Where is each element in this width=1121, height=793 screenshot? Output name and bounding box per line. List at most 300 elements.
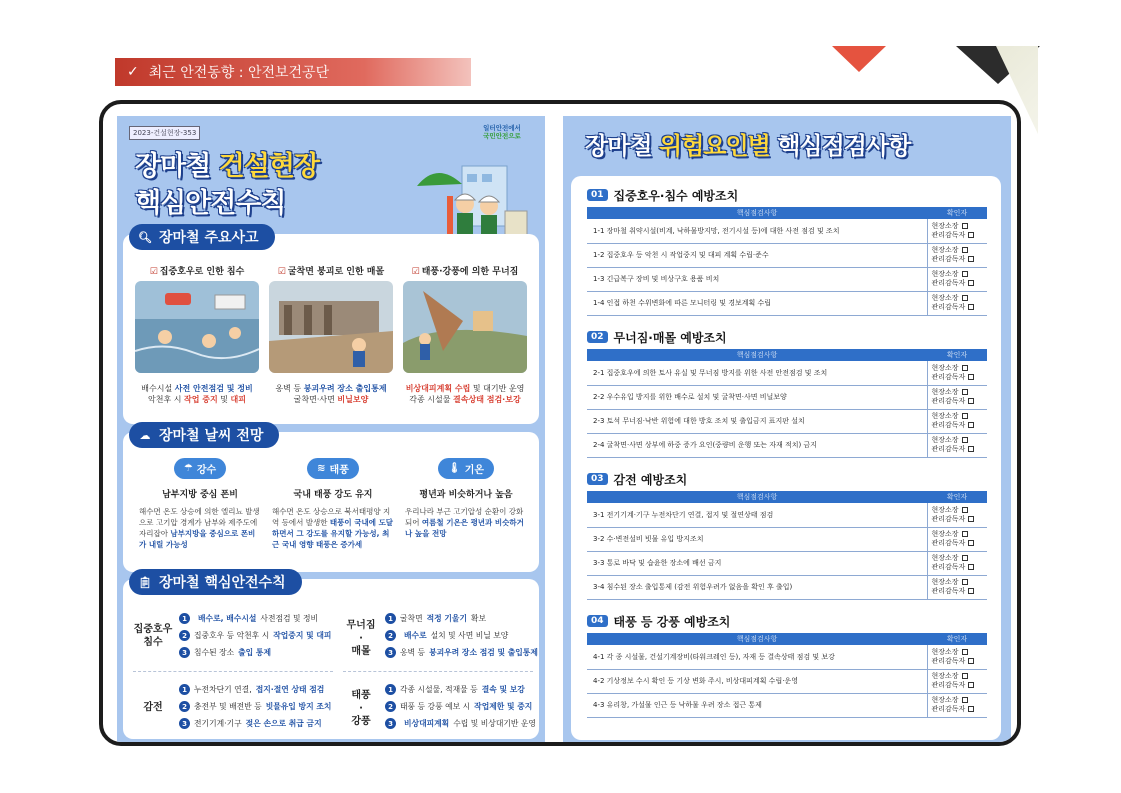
check-box[interactable] — [962, 649, 968, 655]
rule-text: 집중호우 등 악천후 시 — [194, 631, 270, 640]
check-box[interactable] — [968, 658, 974, 664]
section-number: 01 — [587, 189, 608, 201]
caption-line-2 — [133, 394, 261, 405]
accident-title-text: 집중호우로 인한 침수 — [159, 267, 245, 277]
accident-caption — [267, 383, 395, 405]
weather-subtitle: 평년과 비슷하거나 높음 — [419, 490, 513, 500]
title-part: 장마철 — [135, 151, 219, 182]
check-box[interactable] — [962, 413, 968, 419]
right-poster — [563, 116, 1011, 742]
rule-text: 사전점검 및 정비 — [260, 614, 319, 623]
table-row — [587, 267, 987, 291]
weather-pill-label: 강수 — [196, 465, 217, 476]
confirmer-cell — [927, 669, 987, 693]
check-box[interactable] — [962, 389, 968, 395]
rule-group-label — [343, 619, 379, 658]
checklist-item: 4-1 각 종 시설물, 건설기계장비(타워크레인 등), 자재 등 결속상태 점검 및 보강 — [587, 645, 927, 669]
section-banner — [115, 58, 471, 86]
rule-item — [179, 718, 326, 729]
typhoon-illustration — [403, 281, 527, 373]
rule-item — [385, 613, 486, 624]
caption-line-2 — [267, 394, 395, 405]
section-heading — [587, 612, 987, 630]
caption-text: 및 — [217, 395, 231, 404]
column-header-confirmer: 확인자 — [927, 349, 987, 361]
rule-item — [385, 701, 536, 712]
checklist-item: 2-4 굴착면·사면 상부에 하중 증가 요인(중량비 운행 또는 자재 적치) 금지 — [587, 433, 927, 457]
section-title: 태풍 등 강풍 예방조치 — [613, 614, 731, 629]
weather-pill — [438, 458, 494, 479]
confirmer-cell — [927, 433, 987, 457]
weather-text-highlight: 남부지방을 중심으로 폰비가 내릴 가능성 — [139, 529, 256, 549]
supervisor-label: 관리감독자 — [931, 279, 966, 287]
confirmer-line — [932, 515, 988, 524]
title-highlight: 건설현장 — [218, 151, 319, 182]
table-row — [587, 669, 987, 693]
weather-text-plain: 해수면 온도 상승으로 북서태평양 지역 등에서 발생한 — [272, 507, 391, 527]
checklist-title — [585, 126, 910, 161]
confirmer-cell — [927, 503, 987, 527]
caption-text: 각종 시설물 — [409, 395, 454, 404]
checkbox-icon: ☑ — [411, 267, 420, 277]
table-row — [587, 385, 987, 409]
rule-item — [385, 647, 542, 658]
rule-text: 누전차단기 연결, — [194, 685, 252, 694]
checklist-item: 1-2 집중호우 등 악천 시 작업중지 및 대피 계획 수립·준수 — [587, 243, 927, 267]
checkbox-icon: ☑ — [149, 267, 158, 277]
left-poster — [117, 116, 545, 742]
table-header-row — [587, 207, 987, 219]
table-row — [587, 551, 987, 575]
rule-label-dot: · — [359, 703, 363, 714]
check-box[interactable] — [962, 697, 968, 703]
caption-text: 배수시설 — [141, 384, 175, 393]
rule-highlight: 출입 통제 — [238, 648, 271, 657]
table-row — [587, 409, 987, 433]
rule-item — [385, 718, 536, 729]
caption-highlight: 사전 안전점검 및 정비 — [174, 384, 253, 393]
check-box[interactable] — [968, 232, 974, 238]
table-header-row — [587, 491, 987, 503]
site-manager-label: 현장소장 — [931, 647, 959, 656]
weather-heading — [129, 422, 279, 448]
rule-item — [179, 613, 318, 624]
rule-group-label — [133, 701, 173, 714]
check-box[interactable] — [962, 531, 968, 537]
checklist-item: 1-4 인접 하천 수위변화에 따른 모니터링 및 경보계획 수립 — [587, 291, 927, 315]
caption-highlight: 결속상태 점검·보강 — [453, 395, 521, 404]
rule-text: 충전부 및 배전반 등 — [194, 702, 262, 711]
check-box[interactable] — [962, 555, 968, 561]
checklist-table — [587, 207, 987, 316]
accident-title — [133, 264, 261, 277]
table-row — [587, 361, 987, 385]
supervisor-label: 관리감독자 — [931, 397, 966, 405]
confirmer-line — [932, 705, 988, 714]
caption-line-1 — [133, 383, 261, 394]
checklist-item: 2-3 토석 무너짐·낙반 위험에 대한 방호 조치 및 출입금지 표지판 설치 — [587, 409, 927, 433]
title-part: 장마철 — [585, 132, 659, 160]
column-header-confirmer: 확인자 — [927, 491, 987, 503]
accident-title — [267, 264, 395, 277]
caption-text: 옹벽 등 — [275, 384, 304, 393]
site-manager-label: 현장소장 — [931, 554, 959, 562]
confirmer-line — [932, 388, 988, 397]
table-row — [587, 433, 987, 457]
confirmer-line — [932, 231, 988, 240]
confirmer-cell — [927, 575, 987, 599]
confirmer-line — [932, 539, 988, 548]
rule-group-label — [133, 623, 173, 649]
rule-label-line-2: 매몰 — [351, 646, 371, 657]
rules-panel — [123, 575, 539, 739]
accident-title — [401, 264, 529, 277]
site-manager-label: 현장소장 — [931, 246, 959, 254]
check-box[interactable] — [968, 304, 974, 310]
confirmer-line — [932, 445, 988, 454]
number-badge: 3 — [179, 647, 190, 658]
rule-highlight: 결속 및 보강 — [481, 685, 525, 694]
title-highlight: 위험요인별 — [658, 132, 770, 160]
number-badge: 3 — [385, 718, 396, 729]
supervisor-label: 관리감독자 — [931, 255, 966, 263]
accidents-heading — [129, 224, 275, 250]
number-badge: 1 — [179, 613, 190, 624]
construction-workers-illustration — [407, 156, 537, 246]
rule-text: 굴착면 — [400, 614, 423, 623]
checklist-panel — [571, 176, 1001, 740]
check-box[interactable] — [968, 280, 974, 286]
check-box[interactable] — [968, 398, 974, 404]
confirmer-cell — [927, 645, 987, 669]
number-badge: 1 — [385, 613, 396, 624]
check-box[interactable] — [968, 706, 974, 712]
table-row — [587, 219, 987, 243]
caption-highlight: 작업 중지 — [184, 395, 218, 404]
confirmer-line — [932, 578, 988, 587]
rules-heading-text: 장마철 핵심안전수칙 — [159, 575, 286, 591]
banner-title: 최근 안전동향 : 안전보건공단 — [148, 65, 330, 81]
table-row — [587, 291, 987, 315]
check-box[interactable] — [962, 223, 968, 229]
table-header-row — [587, 349, 987, 361]
supervisor-label: 관리감독자 — [931, 230, 966, 239]
confirmer-line — [932, 364, 988, 373]
rule-group-label — [343, 689, 379, 728]
number-badge: 3 — [179, 718, 190, 729]
confirmer-line — [932, 696, 988, 705]
checklist-section — [587, 612, 987, 718]
brand-line-2: 국민안전으로 — [483, 132, 521, 140]
weather-pill-label: 태풍 — [329, 465, 349, 476]
weather-text — [135, 506, 265, 550]
number-badge: 2 — [179, 701, 190, 712]
caption-highlight: 붕괴우려 장소 출입통제 — [303, 384, 387, 393]
checklist-table — [587, 491, 987, 600]
supervisor-label: 관리감독자 — [931, 705, 966, 713]
weather-text — [268, 506, 398, 550]
rule-text: 각종 시설물, 적재물 등 — [400, 685, 478, 694]
brand-line-1: 일터안전에서 — [483, 124, 521, 132]
supervisor-label: 관리감독자 — [931, 421, 966, 429]
confirmer-line — [932, 412, 988, 421]
confirmer-line — [932, 506, 988, 515]
checklist-table — [587, 349, 987, 458]
document-frame — [99, 100, 1021, 746]
checklist-item: 3-3 통로 바닥 및 습윤한 장소에 배선 금지 — [587, 551, 927, 575]
table-row — [587, 527, 987, 551]
confirmer-line — [932, 255, 988, 264]
caption-line-2 — [401, 394, 529, 405]
confirmer-line — [932, 681, 988, 690]
section-title: 무너짐·매몰 예방조치 — [613, 330, 727, 345]
check-box[interactable] — [962, 673, 968, 679]
column-header-confirmer: 확인자 — [927, 207, 987, 219]
site-manager-label: 현장소장 — [931, 363, 959, 372]
thermometer-icon: 🌡︎ — [447, 463, 461, 474]
column-header-item: 핵심점검사항 — [587, 491, 927, 503]
weather-rain — [135, 456, 265, 550]
checklist-item: 2-2 우수유입 방지를 위한 배수로 설치 및 굴착면·사면 비닐보양 — [587, 385, 927, 409]
confirmer-cell — [927, 219, 987, 243]
confirmer-line — [932, 648, 988, 657]
confirmer-line — [932, 587, 988, 596]
rule-label-line-1: 무너짐 — [346, 620, 376, 631]
number-badge: 2 — [179, 630, 190, 641]
confirmer-cell — [927, 243, 987, 267]
table-row — [587, 503, 987, 527]
accidents-panel — [123, 230, 539, 424]
rule-item — [179, 630, 335, 641]
check-box[interactable] — [962, 437, 968, 443]
site-manager-label: 현장소장 — [931, 696, 959, 704]
number-badge: 2 — [385, 630, 396, 641]
rule-highlight: 젖은 손으로 취급 금지 — [245, 719, 322, 728]
confirmer-line — [932, 294, 988, 303]
site-manager-label: 현장소장 — [931, 505, 959, 514]
rule-highlight: 배수로, 배수시설 — [198, 614, 257, 623]
rule-highlight: 빗물유입 방지 조치 — [265, 702, 332, 711]
table-row — [587, 243, 987, 267]
supervisor-label: 관리감독자 — [931, 303, 966, 311]
confirmer-line — [932, 554, 988, 563]
confirmer-cell — [927, 693, 987, 717]
rule-text: 확보 — [470, 614, 487, 623]
rule-highlight: 비상대피계획 — [404, 719, 450, 728]
red-triangle-decoration — [832, 46, 886, 72]
check-box[interactable] — [968, 516, 974, 522]
check-box[interactable] — [962, 365, 968, 371]
title-part: 핵심점검사항 — [769, 132, 911, 160]
rule-item — [179, 701, 335, 712]
caption-text: 악천후 시 — [148, 395, 184, 404]
weather-heading-text: 장마철 날씨 전망 — [159, 428, 264, 444]
confirmer-line — [932, 303, 988, 312]
supervisor-label: 관리감독자 — [931, 514, 966, 523]
table-header-row — [587, 633, 987, 645]
confirmer-cell — [927, 267, 987, 291]
check-box[interactable] — [962, 507, 968, 513]
checklist-table — [587, 633, 987, 718]
rules-heading — [129, 569, 302, 595]
rule-text: 옹벽 등 — [400, 648, 426, 657]
rule-label-dot: · — [359, 633, 363, 644]
caption-highlight: 대피 — [230, 395, 246, 404]
rule-label-line-2: 강풍 — [351, 716, 371, 727]
checklist-item: 1-1 장마철 취약시설(비계, 낙하물방지망, 전기시설 등)에 대한 사전 점검 및 조치 — [587, 219, 927, 243]
confirmer-cell — [927, 527, 987, 551]
weather-pill — [307, 458, 359, 479]
rule-highlight: 작업중지 및 대피 — [273, 631, 332, 640]
rule-item — [385, 684, 529, 695]
supervisor-label: 관리감독자 — [931, 681, 966, 689]
table-row — [587, 693, 987, 717]
check-box[interactable] — [968, 682, 974, 688]
document-number: 2023-건설현장-353 — [129, 126, 200, 140]
weather-text-plain: 해수면 온도 상승에 의한 엘리뇨 발생으로 고기압 경계가 남부와 제주도에 자리잡아 — [139, 507, 260, 538]
check-box[interactable] — [968, 422, 974, 428]
rule-highlight: 작업제한 및 중지 — [474, 702, 533, 711]
weather-pill — [174, 458, 226, 479]
site-manager-label: 현장소장 — [931, 412, 959, 420]
number-badge: 2 — [385, 701, 396, 712]
accident-typhoon — [401, 264, 529, 405]
rule-item — [179, 647, 275, 658]
confirmer-line — [932, 436, 988, 445]
rule-text: 침수된 장소 — [194, 648, 235, 657]
accident-caption — [133, 383, 261, 405]
rule-text: 전기기계·기구 — [194, 719, 242, 728]
search-icon: 🔍︎ — [138, 230, 152, 244]
checklist-section — [587, 328, 987, 458]
section-heading — [587, 328, 987, 346]
caption-line-1 — [267, 383, 395, 394]
cloud-icon: ☁ — [139, 428, 151, 442]
section-heading — [587, 470, 987, 488]
divider — [343, 671, 533, 672]
divider — [133, 671, 333, 672]
check-box[interactable] — [962, 295, 968, 301]
check-box[interactable] — [968, 540, 974, 546]
check-box[interactable] — [968, 564, 974, 570]
checklist-item: 4-2 기상정보 수시 확인 등 기상 변화 주시, 비상대피계획 수립·운영 — [587, 669, 927, 693]
check-box[interactable] — [962, 271, 968, 277]
caption-highlight: 비닐보양 — [337, 395, 369, 404]
table-row — [587, 575, 987, 599]
checklist-item: 3-2 수·변전설비 빗물 유입 방지조치 — [587, 527, 927, 551]
confirmer-cell — [927, 291, 987, 315]
rule-highlight: 접지·절연 상태 점검 — [255, 685, 325, 694]
check-icon: ✓ — [127, 64, 139, 80]
collapse-illustration — [269, 281, 393, 373]
section-heading — [587, 186, 987, 204]
checklist-item: 2-1 집중호우에 의한 토사 유실 및 무너짐 방지를 위한 사전 안전점검 및 조치 — [587, 361, 927, 385]
rule-text: 태풍 등 강풍 예보 시 — [400, 702, 471, 711]
site-manager-label: 현장소장 — [931, 270, 959, 278]
caption-line-1 — [401, 383, 529, 394]
poster-title-line-1 — [135, 144, 319, 183]
accident-caption — [401, 383, 529, 405]
poster-title-line-2: 핵심안전수칙 — [135, 188, 286, 219]
weather-pill-label: 기온 — [464, 465, 485, 476]
supervisor-label: 관리감독자 — [931, 563, 966, 571]
rule-label-line-1: 집중호우 — [133, 624, 173, 635]
check-box[interactable] — [962, 247, 968, 253]
weather-panel — [123, 428, 539, 572]
site-manager-label: 현장소장 — [931, 578, 959, 586]
rule-highlight: 붕괴우려 장소 점검 및 출입통제 — [429, 648, 538, 657]
site-manager-label: 현장소장 — [931, 294, 959, 302]
check-box[interactable] — [962, 579, 968, 585]
clipboard-icon: 📋︎ — [138, 575, 152, 589]
wind-icon: ≋ — [317, 463, 326, 474]
rule-label-line-1: 감전 — [143, 702, 163, 713]
check-box[interactable] — [968, 256, 974, 262]
caption-text: 굴착면·사면 — [293, 395, 338, 404]
accidents-heading-text: 장마철 주요사고 — [159, 230, 259, 246]
confirmer-line — [932, 397, 988, 406]
table-row — [587, 645, 987, 669]
section-number: 02 — [587, 331, 608, 343]
site-manager-label: 현장소장 — [931, 388, 959, 396]
supervisor-label: 관리감독자 — [931, 372, 966, 381]
checklist-section — [587, 470, 987, 600]
confirmer-line — [932, 530, 988, 539]
section-number: 03 — [587, 473, 608, 485]
confirmer-cell — [927, 551, 987, 575]
number-badge: 3 — [385, 647, 396, 658]
supervisor-label: 관리감독자 — [931, 539, 966, 547]
section-title: 감전 예방조치 — [613, 472, 688, 487]
check-box[interactable] — [968, 588, 974, 594]
checkbox-icon: ☑ — [277, 267, 286, 277]
checklist-section — [587, 186, 987, 316]
check-box[interactable] — [968, 374, 974, 380]
column-header-item: 핵심점검사항 — [587, 349, 927, 361]
weather-text-highlight: 태풍이 국내에 도달하면서 그 강도를 유지할 가능성, 최근 국내 영향 태풍은 증가세 — [272, 518, 394, 549]
number-badge: 1 — [385, 684, 396, 695]
caption-highlight: 비상대피계획 수립 — [405, 384, 471, 393]
rule-label-line-1: 태풍 — [351, 690, 371, 701]
accident-flood — [133, 264, 261, 405]
confirmer-line — [932, 672, 988, 681]
rule-highlight: 배수로 — [404, 631, 427, 640]
checklist-item: 1-3 긴급복구 장비 및 비상구호 용품 비치 — [587, 267, 927, 291]
number-badge: 1 — [179, 684, 190, 695]
confirmer-line — [932, 373, 988, 382]
confirmer-line — [932, 563, 988, 572]
weather-subtitle: 국내 태풍 강도 유지 — [293, 490, 373, 500]
weather-temperature — [401, 456, 531, 539]
check-box[interactable] — [968, 446, 974, 452]
accident-title-text: 굴착면 붕괴로 인한 매몰 — [287, 267, 385, 277]
checklist-item: 4-3 유리창, 가설물 인근 등 낙하물 우려 장소 접근 통제 — [587, 693, 927, 717]
weather-text-plain: 우리나라 부근 고기압성 순환이 강화되어 — [405, 507, 524, 527]
checklist-item: 3-4 침수된 장소 출입통제 (감전 위험우려가 없음을 확인 후 출입) — [587, 575, 927, 599]
weather-subtitle: 남부지방 중심 폰비 — [162, 490, 238, 500]
rain-cloud-icon: ☂ — [183, 463, 193, 474]
confirmer-line — [932, 246, 988, 255]
confirmer-cell — [927, 409, 987, 433]
section-title: 집중호우·침수 예방조치 — [613, 188, 739, 203]
confirmer-cell — [927, 361, 987, 385]
supervisor-label: 관리감독자 — [931, 445, 966, 453]
weather-typhoon — [268, 456, 398, 550]
site-manager-label: 현장소장 — [931, 672, 959, 680]
caption-text: 및 대기반 운영 — [470, 384, 525, 393]
brand-logo — [473, 124, 531, 140]
supervisor-label: 관리감독자 — [931, 587, 966, 595]
